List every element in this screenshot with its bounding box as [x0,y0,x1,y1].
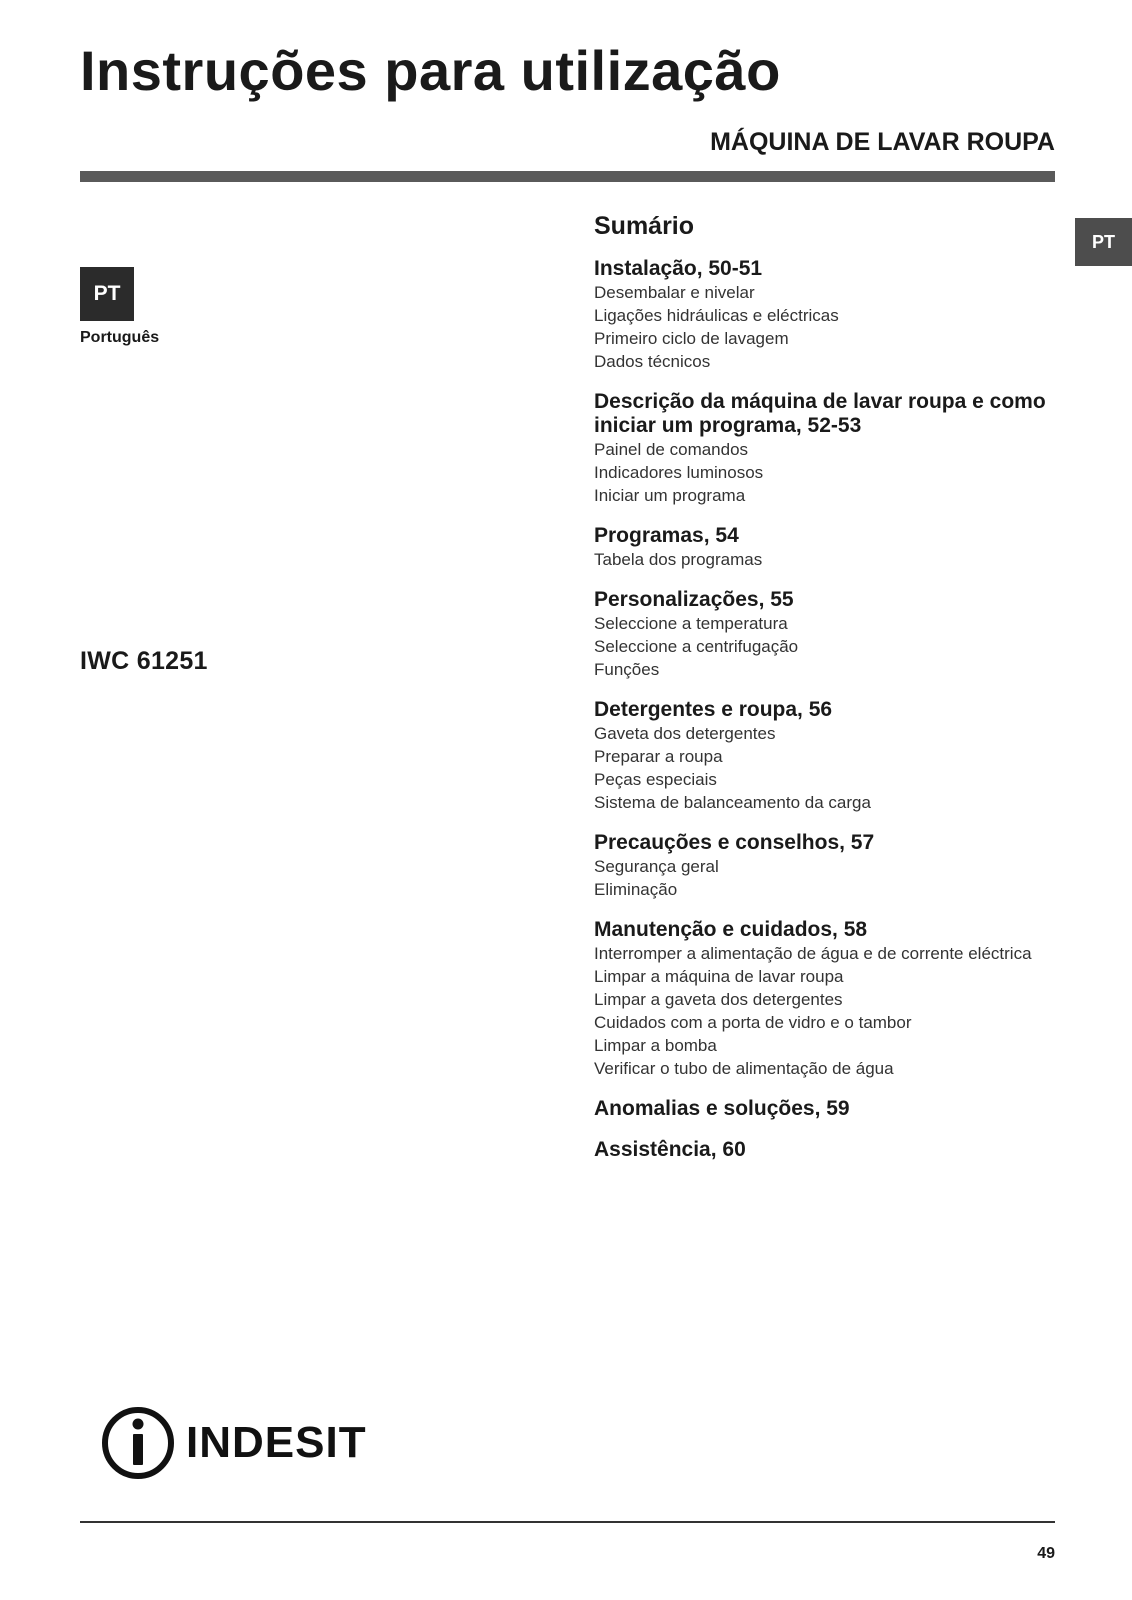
page-number: 49 [1037,1545,1055,1562]
model-number: IWC 61251 [80,647,208,675]
toc-item: Seleccione a temperatura [594,614,788,633]
toc-section-title: Instalação, 50-51 [594,257,763,280]
toc-section-title: Precauções e conselhos, 57 [594,831,875,854]
toc-item: Iniciar um programa [594,486,746,505]
page-title: Instruções para utilização [80,39,781,102]
toc-item: Gaveta dos detergentes [594,724,776,743]
toc-item: Eliminação [594,880,678,899]
toc-section-title: Anomalias e soluções, 59 [594,1097,850,1120]
indesit-logo-icon [100,1405,176,1481]
toc-section-title: Manutenção e cuidados, 58 [594,918,868,941]
language-badge [80,267,134,321]
toc-item-list [594,942,1064,1080]
toc-item: Peças especiais [594,770,717,789]
toc-section [594,918,1064,1080]
toc-item: Sistema de balanceamento da carga [594,793,871,812]
toc-item: Cuidados com a porta de vidro e o tambor [594,1013,912,1032]
toc-item: Indicadores luminosos [594,463,764,482]
logo-wordmark: INDESIT [186,1418,367,1467]
toc-section-title: Assistência, 60 [594,1138,746,1161]
toc-item-list [594,281,1064,373]
toc-item: Funções [594,660,660,679]
toc-item: Desembalar e nivelar [594,283,755,302]
toc-item: Preparar a roupa [594,747,723,766]
document-subtitle: MÁQUINA DE LAVAR ROUPA [710,128,1055,156]
toc-item: Verificar o tubo de alimentação de água [594,1059,894,1078]
toc-section [594,1138,1064,1162]
brand-logo [100,1405,367,1481]
toc-item: Dados técnicos [594,352,711,371]
toc-item-list [594,548,1064,571]
toc-item: Painel de comandos [594,440,749,459]
toc-item: Ligações hidráulicas e eléctricas [594,306,839,325]
language-badge-code: PT [93,282,121,305]
toc-item-list [594,722,1064,814]
toc-section-title: Descrição da máquina de lavar roupa e como iniciar um programa, 52-53 [594,390,1046,437]
footer-divider [80,1521,1055,1523]
toc-section [594,1097,1064,1121]
toc-section [594,257,1064,373]
toc-section-title: Personalizações, 55 [594,588,794,611]
toc-item-list [594,855,1064,901]
toc-item: Seleccione a centrifugação [594,637,799,656]
toc-item-list [594,438,1064,507]
toc-item: Tabela dos programas [594,550,763,569]
toc-section [594,588,1064,681]
table-of-contents [594,212,1064,1179]
language-name: Português [80,329,160,346]
toc-section [594,831,1064,901]
language-side-tab [1075,218,1132,266]
toc-item: Limpar a gaveta dos detergentes [594,990,843,1009]
header-divider [80,171,1055,182]
toc-section [594,698,1064,814]
toc-sections [594,257,1064,1162]
toc-section [594,524,1064,571]
toc-section-title: Detergentes e roupa, 56 [594,698,833,721]
toc-section [594,390,1064,507]
toc-item: Interromper a alimentação de água e de corrente eléctrica [594,944,1032,963]
toc-heading: Sumário [594,212,695,240]
toc-item: Limpar a máquina de lavar roupa [594,967,844,986]
toc-item-list [594,612,1064,681]
language-side-tab-label: PT [1091,231,1115,252]
toc-item: Segurança geral [594,857,719,876]
toc-item: Primeiro ciclo de lavagem [594,329,789,348]
toc-item: Limpar a bomba [594,1036,717,1055]
toc-section-title: Programas, 54 [594,524,739,547]
